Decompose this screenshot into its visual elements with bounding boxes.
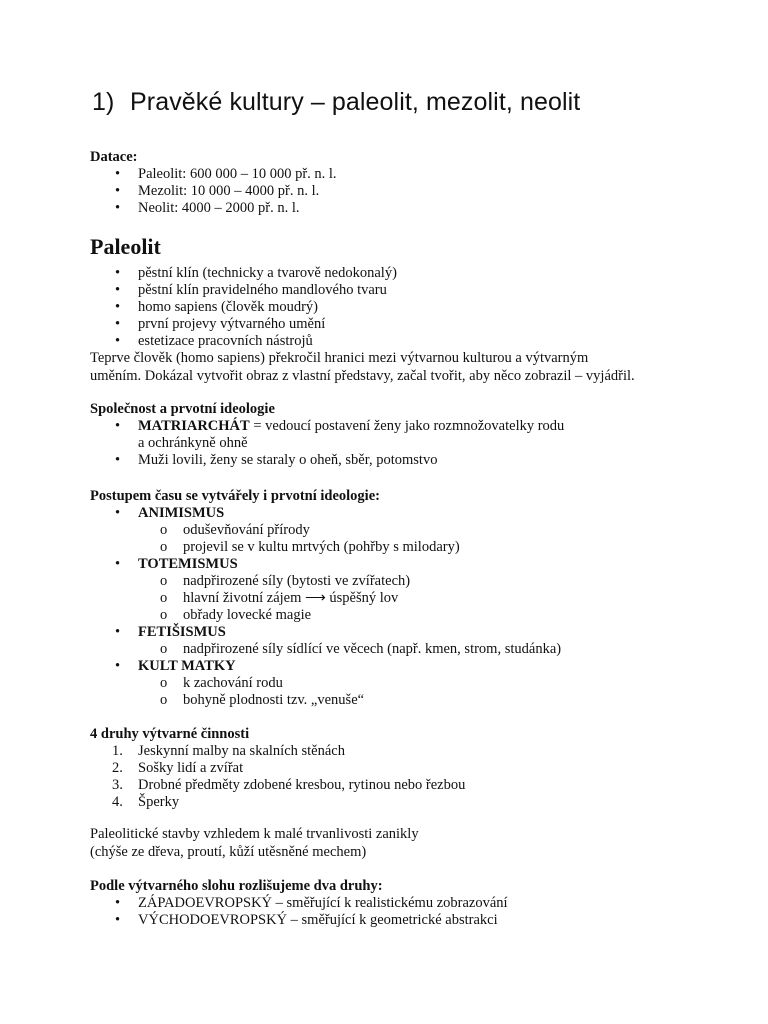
sub-list [90,573,730,624]
item-text: Sošky lidí a zvířat [138,760,244,776]
datace-list [90,166,730,217]
list-item [90,658,730,709]
list-item: • Paleolit: 600 000 – 10 000 př. n. l. [90,166,730,183]
item-number: 2. [112,760,123,776]
item-text: Šperky [138,794,180,810]
ideology-name: FETIŠISMUS [138,624,226,640]
item-number: 3. [112,777,123,793]
druhy-section [90,726,730,811]
sub-list-item: o oduševňování přírody [90,522,730,539]
sub-list-item: o projevil se v kultu mrtvých (pohřby s milodary) [90,539,730,556]
item-text: Jeskynní malby na skalních stěnách [138,743,345,759]
list-item: • VÝCHODOEVROPSKÝ – směřující k geometrické abstrakci [90,912,730,929]
sub-list [90,675,730,709]
list-item: • homo sapiens (člověk moudrý) [90,299,730,316]
title-number: 1) [92,88,115,116]
list-item: • první projevy výtvarného umění [90,316,730,333]
ideologie-list [90,505,730,709]
sloh-label: Podle výtvarného slohu rozlišujeme dva druhy: [90,878,383,894]
sub-list [90,522,730,556]
matriarchat-continuation: a ochránkyně ohně [138,435,248,451]
page-title [92,84,580,120]
list-item [90,418,730,452]
ideology-name: ANIMISMUS [138,505,225,521]
numbered-item [90,794,730,811]
paleolit-section [90,235,730,385]
paragraph-line: Teprve člověk (homo sapiens) překročil hranici mezi výtvarnou kulturou a výtvarným [90,350,589,366]
datace-section [90,149,730,217]
ideology-name: TOTEMISMUS [138,556,238,572]
paragraph-line: (chýše ze dřeva, proutí, kůží utěsněné mechem) [90,843,367,860]
title-text: Pravěké kultury – paleolit, mezolit, neolit [130,88,581,116]
list-item [90,556,730,624]
item-text: Drobné předměty zdobené kresbou, rytinou nebo řezbou [138,777,466,793]
druhy-list [90,743,730,811]
ideologie-section [90,488,730,709]
datace-label: Datace: [90,149,138,165]
druhy-label: 4 druhy výtvarné činnosti [90,726,250,742]
paleolit-paragraph [90,350,730,385]
list-item: • pěstní klín pravidelného mandlového tvaru [90,282,730,299]
spolecnost-section [90,401,730,469]
stavby-paragraph [90,826,730,861]
matriarchat-definition: = vedoucí postavení ženy jako rozmnožovatelky rodu [249,418,565,434]
paragraph-line: Paleolitické stavby vzhledem k malé trvanlivosti zanikly [90,826,419,842]
numbered-item [90,743,730,760]
sub-list-item: o nadpřirozené síly sídlící ve věcech (např. kmen, strom, studánka) [90,641,730,658]
sub-list-item: o bohyně plodnosti tzv. „venuše“ [90,692,730,709]
sub-list-item: o k zachování rodu [90,675,730,692]
sloh-section [90,878,730,929]
ideologie-label: Postupem času se vytvářely i prvotní ideologie: [90,488,380,504]
spolecnost-list [90,418,730,469]
item-number: 4. [112,794,123,810]
sub-list-item: o nadpřirozené síly (bytosti ve zvířatech) [90,573,730,590]
paleolit-heading: Paleolit [90,234,161,259]
paragraph-line: uměním. Dokázal vytvořit obraz z vlastní představy, začal tvořit, aby něco zobrazil – vyjádřil. [90,367,635,384]
item-number: 1. [112,743,123,759]
list-item: • ZÁPADOEVROPSKÝ – směřující k realistickému zobrazování [90,895,730,912]
matriarchat-term: MATRIARCHÁT [138,418,250,434]
list-item: • Mezolit: 10 000 – 4000 př. n. l. [90,183,730,200]
sub-list-item: o hlavní životní zájem ⟶ úspěšný lov [90,590,730,607]
list-item [90,624,730,658]
list-item [90,505,730,556]
sloh-list [90,895,730,929]
numbered-item [90,777,730,794]
numbered-item [90,760,730,777]
list-item: • pěstní klín (technicky a tvarově nedokonalý) [90,265,730,282]
spolecnost-label: Společnost a prvotní ideologie [90,401,275,417]
paleolit-list [90,265,730,350]
sub-list [90,641,730,658]
list-item: • estetizace pracovních nástrojů [90,333,730,350]
list-item: • Neolit: 4000 – 2000 př. n. l. [90,200,730,217]
list-item: • Muži lovili, ženy se staraly o oheň, sběr, potomstvo [90,452,730,469]
ideology-name: KULT MATKY [138,658,236,674]
sub-list-item: o obřady lovecké magie [90,607,730,624]
